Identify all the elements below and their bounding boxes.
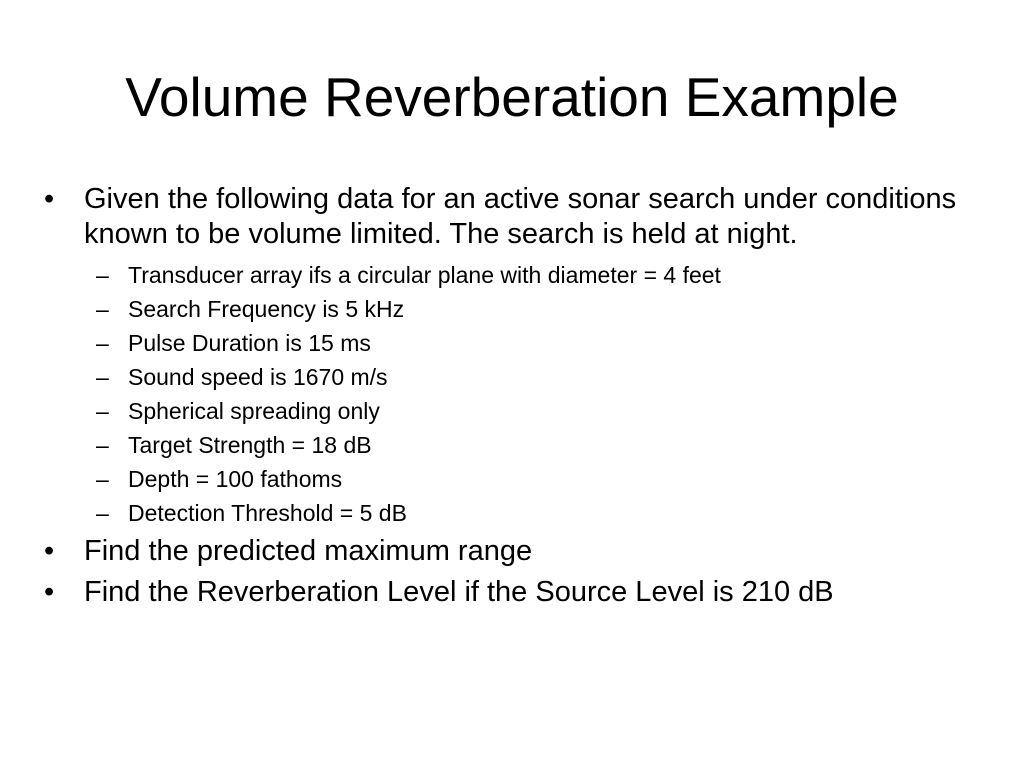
sub-marker: –: [96, 330, 109, 356]
sub-bullet-frequency: [40, 292, 990, 326]
sub-marker: –: [96, 500, 109, 526]
slide-title: Volume Reverberation Example: [125, 66, 899, 128]
sub-marker: –: [96, 262, 109, 288]
sub-bullet-text: Pulse Duration is 15 ms: [128, 330, 371, 356]
sub-bullet-detection-threshold: [40, 496, 990, 530]
sub-bullet-text: Detection Threshold = 5 dB: [128, 500, 407, 526]
bullet-marker: •: [44, 576, 55, 608]
sub-bullet-text: Target Strength = 18 dB: [128, 432, 372, 458]
sub-bullet-sound-speed: [40, 360, 990, 394]
sub-bullet-target-strength: [40, 428, 990, 462]
sub-bullet-depth: [40, 462, 990, 496]
bullet-2: [40, 534, 990, 569]
sub-bullet-text: Sound speed is 1670 m/s: [128, 364, 388, 390]
sub-bullet-pulse-duration: [40, 326, 990, 360]
sub-marker: –: [96, 466, 109, 492]
sub-bullet-text: Depth = 100 fathoms: [128, 466, 343, 492]
bullet-marker: •: [44, 183, 55, 215]
sub-bullet-diameter: [40, 258, 990, 292]
sub-bullet-text: Transducer array ifs a circular plane with diameter = 4 feet: [128, 262, 721, 288]
bullet-1: [40, 182, 990, 252]
sub-bullet-list: [40, 258, 990, 530]
sub-marker: –: [96, 398, 109, 424]
bullet-text: Find the Reverberation Level if the Source Level is 210 dB: [84, 576, 834, 608]
bullet-marker: •: [44, 535, 55, 567]
bullet-text: Find the predicted maximum range: [84, 535, 533, 567]
sub-bullet-text: Search Frequency is 5 kHz: [128, 296, 405, 322]
slide-content: [40, 182, 990, 616]
sub-marker: –: [96, 296, 109, 322]
sub-bullet-spreading: [40, 394, 990, 428]
bullet-3: [40, 575, 990, 610]
bullet-text: Given the following data for an active sonar search under conditions known to be volume limited. The search is held at night.: [84, 183, 957, 250]
sub-marker: –: [96, 364, 109, 390]
sub-bullet-text: Spherical spreading only: [128, 398, 380, 424]
sub-marker: –: [96, 432, 109, 458]
